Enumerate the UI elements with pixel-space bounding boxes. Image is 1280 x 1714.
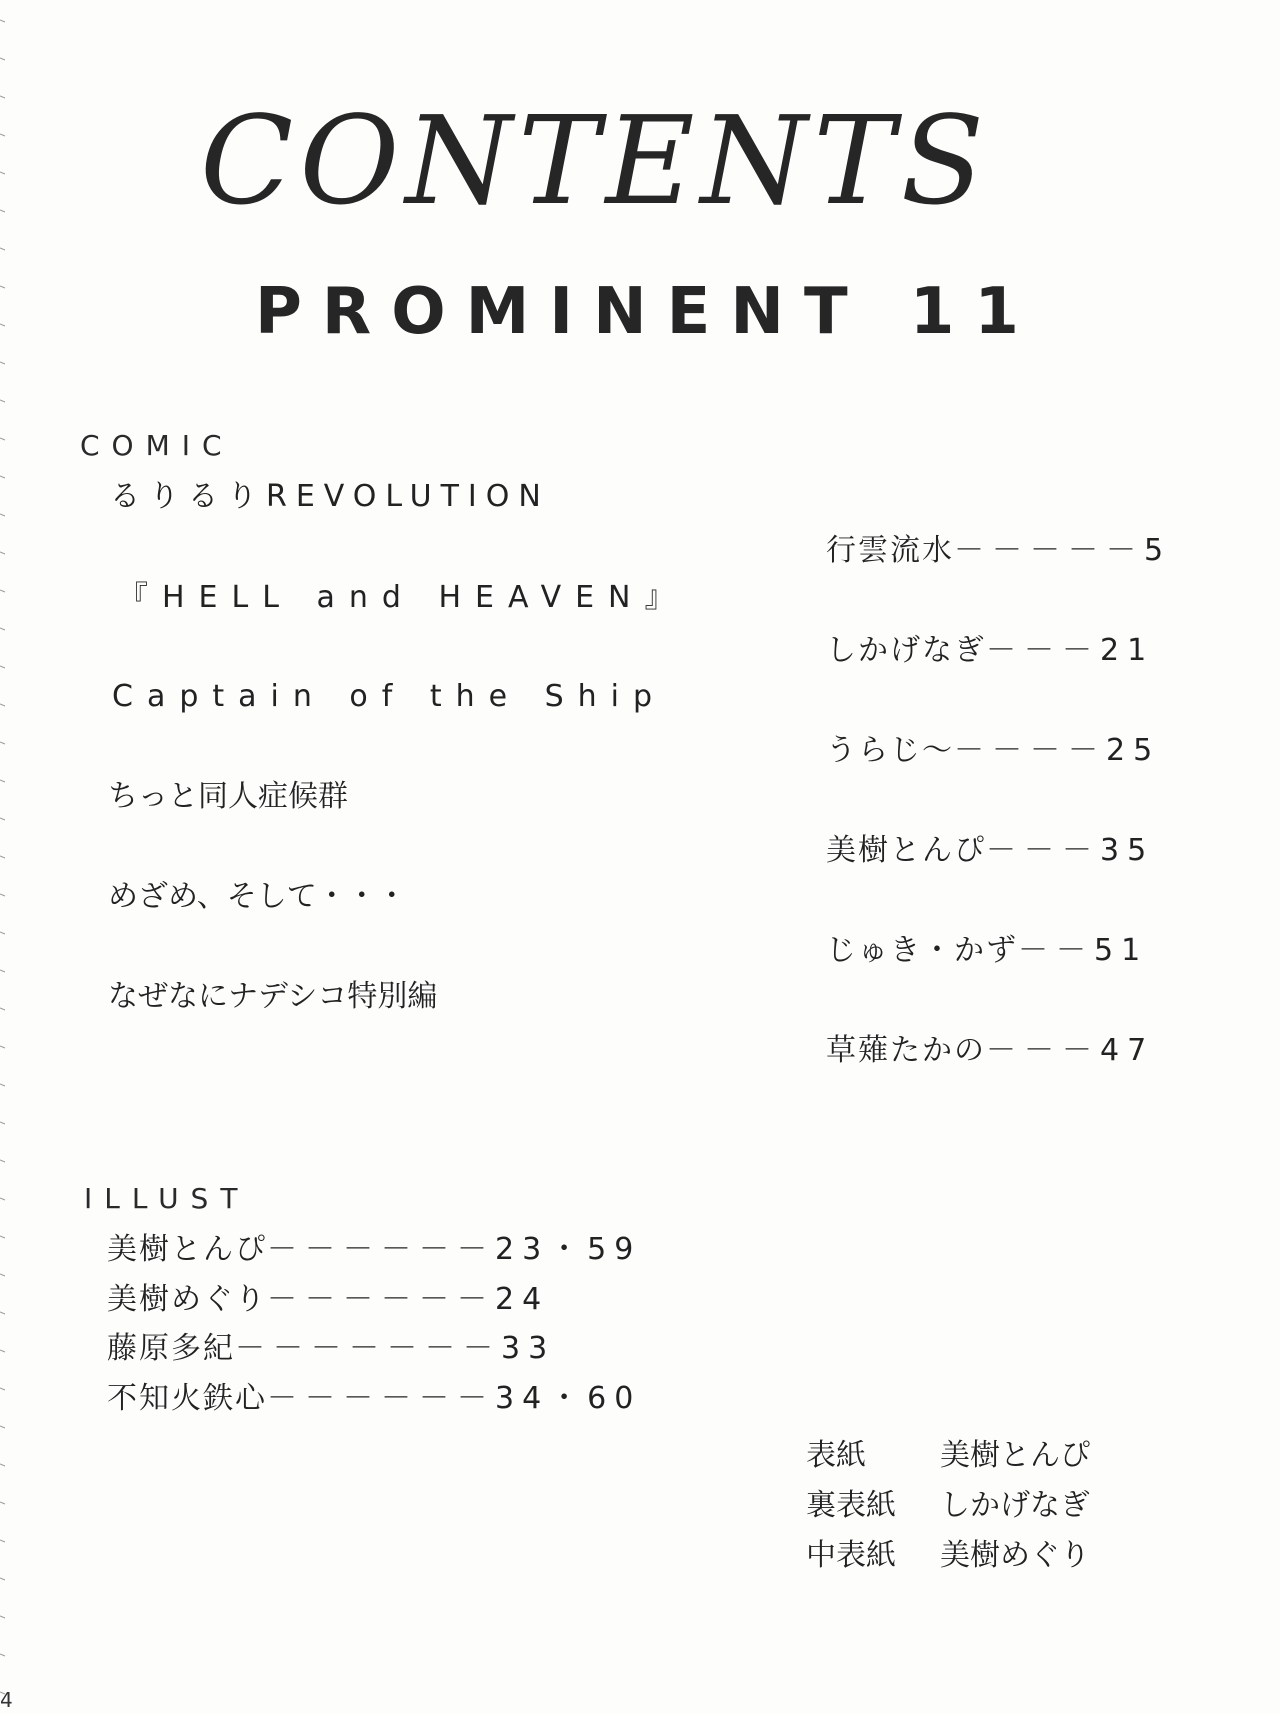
binding-edge-marks [0, 0, 6, 1714]
page-number-ref: 5 [1144, 533, 1172, 568]
illust-entry [107, 1331, 556, 1366]
leader-dashes: －－ [1018, 933, 1094, 968]
cover-artist: 美樹めぐり [940, 1538, 1090, 1573]
comic-work-title: なぜなにナデシコ特別編 [108, 979, 438, 1014]
leader-dashes: －－－ [986, 833, 1100, 868]
page-number-ref: 21 [1100, 633, 1155, 668]
leader-dashes: －－－－－－－ [235, 1331, 501, 1366]
page-number: 4 [0, 1688, 13, 1712]
comic-author-entry [826, 933, 1149, 968]
page-number-ref: 34・60 [495, 1381, 642, 1416]
cover-label: 裏表紙 [806, 1488, 896, 1523]
comic-author-entry [826, 533, 1172, 568]
page-number-ref: 47 [1100, 1033, 1155, 1068]
comic-work-title: 『HELL and HEAVEN』 [118, 580, 689, 615]
cover-label: 表紙 [806, 1438, 866, 1473]
page-number-ref: 51 [1094, 933, 1149, 968]
comic-work-title: Captain of the Ship [112, 679, 667, 714]
comic-author-entry [826, 733, 1161, 768]
illust-entry [107, 1282, 550, 1317]
leader-dashes: －－－－－ [954, 533, 1144, 568]
comic-author-entry [826, 833, 1155, 868]
comic-work-title: めざめ、そして・・・ [108, 879, 407, 914]
cover-artist: しかげなぎ [940, 1488, 1090, 1523]
leader-dashes: －－－－ [954, 733, 1106, 768]
cover-credit [806, 1488, 1090, 1523]
illust-entry [107, 1232, 642, 1267]
cover-credit [806, 1438, 1090, 1473]
page-number-ref: 23・59 [495, 1232, 642, 1267]
leader-dashes: －－－－－－ [267, 1232, 495, 1267]
illustrator-name: 藤原多紀 [107, 1331, 235, 1366]
leader-dashes: －－－－－－ [267, 1282, 495, 1317]
author-name: うらじ～ [826, 733, 954, 768]
author-name: 美樹とんぴ [826, 833, 986, 868]
comic-author-entry [826, 1033, 1155, 1068]
leader-dashes: －－－－－－ [267, 1381, 495, 1416]
leader-dashes: －－－ [986, 1033, 1100, 1068]
illustrator-name: 不知火鉄心 [107, 1381, 267, 1416]
author-name: じゅき・かず [826, 933, 1018, 968]
page-number-ref: 35 [1100, 833, 1155, 868]
issue-subtitle: PROMINENT 11 [255, 275, 1039, 349]
leader-dashes: －－－ [986, 633, 1100, 668]
page-number-ref: 33 [501, 1331, 556, 1366]
comic-work-title: ちっと同人症候群 [108, 779, 348, 814]
cover-credit [806, 1538, 1090, 1573]
comic-work-title: るりるりREVOLUTION [110, 479, 550, 514]
author-name: しかげなぎ [826, 633, 986, 668]
comic-heading: COMIC [80, 429, 234, 462]
illust-heading: ILLUST [84, 1182, 250, 1215]
comic-author-entry [826, 633, 1155, 668]
page-title: CONTENTS [200, 90, 991, 232]
author-name: 草薙たかの [826, 1033, 986, 1068]
page-number-ref: 24 [495, 1282, 550, 1317]
illustrator-name: 美樹とんぴ [107, 1232, 267, 1267]
illustrator-name: 美樹めぐり [107, 1282, 267, 1317]
page-number-ref: 25 [1106, 733, 1161, 768]
author-name: 行雲流水 [826, 533, 954, 568]
cover-artist: 美樹とんぴ [940, 1438, 1090, 1473]
cover-label: 中表紙 [806, 1538, 896, 1573]
illust-entry [107, 1381, 642, 1416]
